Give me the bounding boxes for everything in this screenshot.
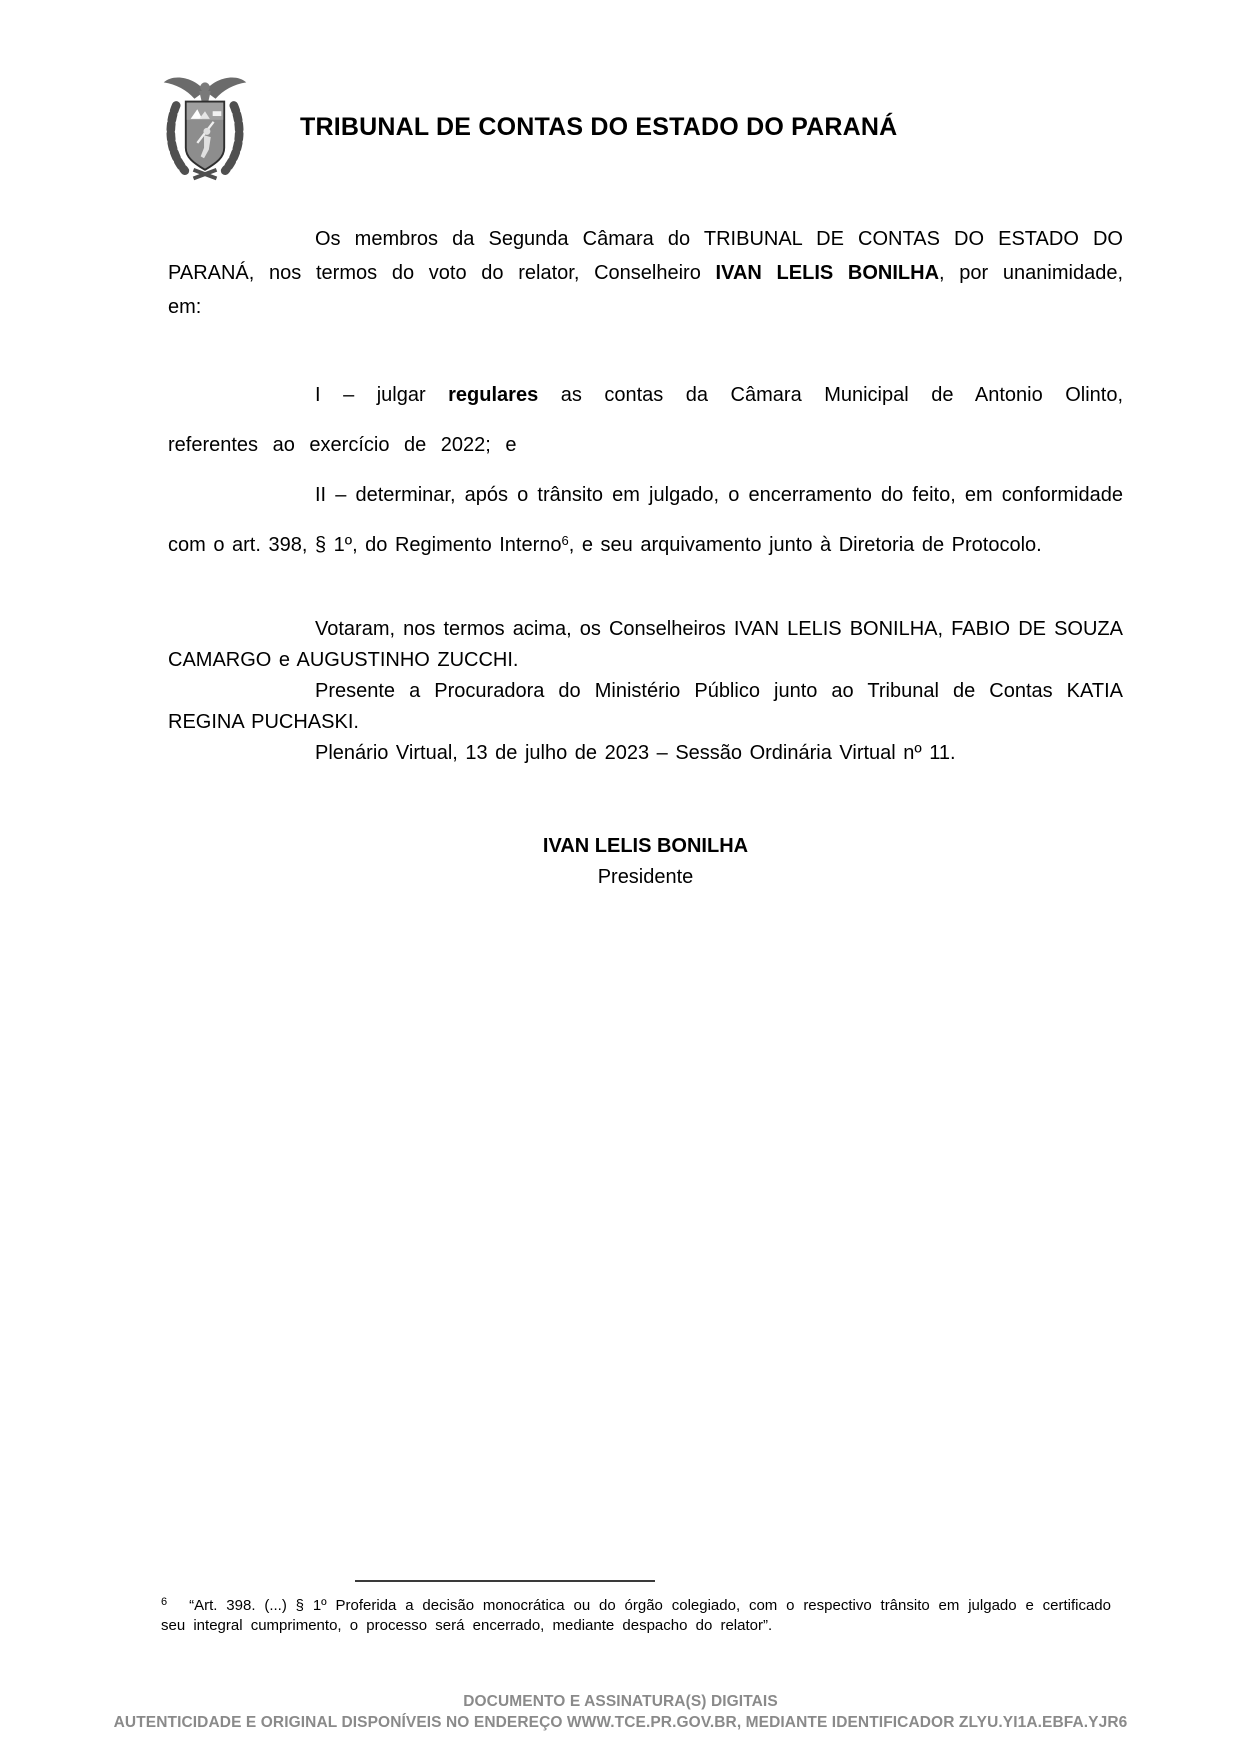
footnote-separator (355, 1580, 655, 1582)
plenario-paragraph: Plenário Virtual, 13 de julho de 2023 – Sessão Ordinária Virtual nº 11. (315, 742, 956, 764)
presente-paragraph: Presente a Procuradora do Ministério Público junto ao Tribunal de Contas KATIA REGINA PUCHASKI. (168, 680, 1123, 733)
footer-line-2: AUTENTICIDADE E ORIGINAL DISPONÍVEIS NO ENDEREÇO WWW.TCE.PR.GOV.BR, MEDIANTE IDENTIFICADOR ZLYU.YI1A.EBFA.YJR6 (113, 1714, 1128, 1731)
page-title: TRIBUNAL DE CONTAS DO ESTADO DO PARANÁ (300, 113, 898, 141)
parana-coat-of-arms-icon (157, 72, 253, 185)
item2-text: II – determinar, após o trânsito em julgado, o encerramento do feito, em conformidade com o art. 398, § 1º, do Regimento Interno (168, 484, 1123, 556)
footer-line-1: DOCUMENTO E ASSINATURA(S) DIGITAIS (463, 1693, 778, 1710)
relator-name: IVAN LELIS BONILHA (715, 262, 940, 284)
footnote (161, 1596, 1111, 1636)
president-role: Presidente (597, 866, 694, 888)
decision-item-1 (168, 370, 1123, 470)
footnote-marker: 6 (161, 1596, 168, 1608)
footnote-text: “Art. 398. (...) § 1º Proferida a decisão monocrática ou do órgão colegiado, com o respectivo trânsito em julgado e certificado seu integral cumprimento, o processo será encerrado, mediante despacho do relator”. (161, 1597, 1111, 1634)
item1-regulares: regulares (448, 384, 539, 406)
decision-item-2 (168, 470, 1123, 570)
votaram-paragraph: Votaram, nos termos acima, os Conselheiros IVAN LELIS BONILHA, FABIO DE SOUZA CAMARGO e AUGUSTINHO ZUCCHI. (168, 618, 1123, 671)
digital-signature-footer (0, 1691, 1241, 1733)
document-body (168, 222, 1123, 893)
signature-block (168, 831, 1123, 893)
intro-text-end: , por unanimidade, em: (168, 262, 1123, 318)
item2-text-end: , e seu arquivamento junto à Diretoria de Protocolo. (568, 534, 1042, 556)
intro-paragraph (168, 222, 1123, 324)
item1-text: I – julgar (315, 384, 449, 406)
intro-text: Os membros da Segunda Câmara do TRIBUNAL DE CONTAS DO ESTADO DO PARANÁ, nos termos do voto do relator, Conselheiro (168, 228, 1123, 284)
item1-text-end: as contas da Câmara Municipal de Antonio Olinto, referentes ao exercício de 2022; e (168, 384, 1124, 456)
footnote-reference: 6 (561, 533, 569, 548)
voting-block (168, 614, 1123, 769)
president-name: IVAN LELIS BONILHA (542, 835, 749, 857)
